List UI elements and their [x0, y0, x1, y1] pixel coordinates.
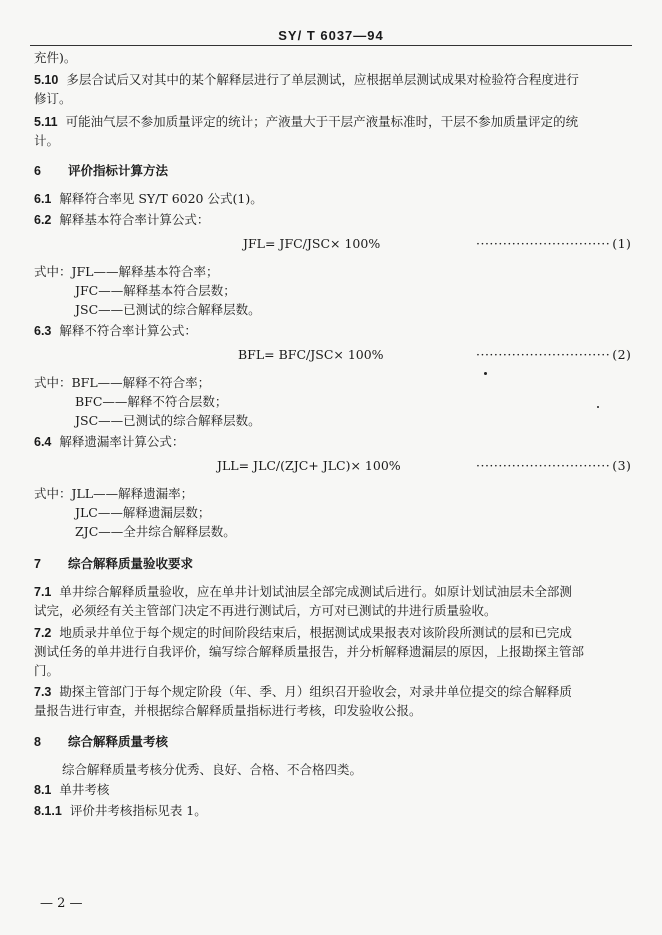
- definition-jsc-2: JSC——已测试的综合解释层数。: [75, 413, 261, 428]
- clause-number: 8.1: [34, 783, 52, 797]
- clause-number: 8.1.1: [34, 804, 62, 818]
- header-rule: [30, 45, 632, 46]
- formula-2: BFL= BFC/JSC× 100%: [238, 347, 384, 362]
- formula-1: JFL= JFC/JSC× 100%: [243, 236, 381, 251]
- section-7-heading: [34, 556, 193, 572]
- section-title: 综合解释质量验收要求: [68, 557, 194, 571]
- clause-text: 解释符合率见 SY/T 6020 公式(1)。: [59, 191, 263, 206]
- clause-7-1: [34, 584, 572, 600]
- clause-6-4: [34, 434, 184, 450]
- equation-number: (1): [612, 236, 632, 251]
- clause-number: 7.1: [34, 585, 52, 599]
- clause-text: 解释基本符合率计算公式：: [59, 212, 210, 227]
- section-number: 6: [34, 164, 41, 178]
- section-title: 评价指标计算方法: [68, 164, 169, 178]
- clause-7-2: [34, 625, 572, 641]
- clause-number: 5.10: [34, 73, 59, 87]
- clause-text: 地质录井单位于每个规定的时间阶段结束后，根据测试成果报表对该阶段所测试的层和已完成: [59, 625, 572, 640]
- clause-7-2-cont: 测试任务的单井进行自我评价，编写综合解释质量报告，并分析解释遗漏层的原因，上报勘探主管部: [34, 644, 585, 659]
- clause-text: 单井综合解释质量验收，应在单井计划试油层全部完成测试后进行。如原计划试油层未全部测: [59, 584, 572, 599]
- clause-number: 6.4: [34, 435, 52, 449]
- dot-leader: ······························: [476, 347, 611, 362]
- equation-number: (2): [612, 347, 632, 362]
- clause-8-1-1: [34, 803, 207, 819]
- definition-jfc: JFC——解释基本符合层数；: [75, 283, 236, 298]
- scan-speck: [597, 406, 599, 408]
- equation-number: (3): [612, 458, 632, 473]
- clause-text: 多层合试后又对其中的某个解释层进行了单层测试，应根据单层测试成果对检验符合程度进行: [66, 72, 579, 87]
- definition-bfl: 式中：BFL——解释不符合率；: [34, 375, 211, 390]
- dot-leader: ······························: [476, 458, 611, 473]
- continued-text: 充件)。: [34, 50, 77, 65]
- definition-zjc: ZJC——全井综合解释层数。: [75, 524, 236, 539]
- scan-speck: [484, 372, 487, 375]
- clause-6-3: [34, 323, 197, 339]
- section-8-intro: 综合解释质量考核分优秀、良好、合格、不合格四类。: [62, 762, 363, 777]
- clause-5-10-cont: 修订。: [34, 91, 72, 106]
- formula-3-leader: [476, 458, 631, 474]
- clause-7-3-cont: 量报告进行审查，并根据综合解释质量指标进行考核，印发验收公报。: [34, 703, 422, 718]
- clause-number: 7.3: [34, 685, 52, 699]
- dot-leader: ······························: [476, 236, 611, 251]
- clause-6-2: [34, 212, 209, 228]
- clause-number: 7.2: [34, 626, 52, 640]
- formula-2-leader: [476, 347, 631, 363]
- clause-text: 勘探主管部门于每个规定阶段（年、季、月）组织召开验收会，对录井单位提交的综合解释质: [59, 684, 572, 699]
- clause-7-3: [34, 684, 572, 700]
- section-number: 8: [34, 735, 41, 749]
- clause-text: 单井考核: [59, 782, 110, 797]
- clause-8-1: [34, 782, 109, 798]
- formula-1-leader: [476, 236, 631, 252]
- clause-number: 6.3: [34, 324, 52, 338]
- formula-3: JLL= JLC/(ZJC+ JLC)× 100%: [217, 458, 401, 473]
- definition-jsc: JSC——已测试的综合解释层数。: [75, 302, 261, 317]
- document-header: SY/ T 6037—94: [278, 28, 384, 43]
- clause-5-11-cont: 计。: [34, 133, 60, 148]
- clause-text: 解释遗漏率计算公式：: [59, 434, 185, 449]
- section-6-heading: [34, 163, 168, 179]
- definition-jlc: JLC——解释遗漏层数；: [75, 505, 211, 520]
- section-8-heading: [34, 734, 168, 750]
- clause-7-1-cont: 试完，必须经有关主管部门决定不再进行测试后，方可对已测试的井进行质量验收。: [34, 603, 497, 618]
- definition-bfc: BFC——解释不符合层数；: [75, 394, 228, 409]
- clause-6-1: [34, 191, 263, 207]
- clause-5-11: [34, 114, 578, 130]
- clause-number: 6.2: [34, 213, 52, 227]
- clause-text: 解释不符合率计算公式：: [59, 323, 197, 338]
- clause-text: 可能油气层不参加质量评定的统计；产液量大于干层产液量标准时，干层不参加质量评定的统: [65, 114, 579, 129]
- clause-number: 5.11: [34, 115, 58, 129]
- clause-number: 6.1: [34, 192, 52, 206]
- clause-5-10: [34, 72, 579, 88]
- clause-7-2-cont-2: 门。: [34, 663, 60, 678]
- definition-jfl: 式中：JFL——解释基本符合率；: [34, 264, 219, 279]
- section-number: 7: [34, 557, 41, 571]
- clause-text: 评价井考核指标见表 1。: [69, 803, 207, 818]
- definition-jll: 式中：JLL——解释遗漏率；: [34, 486, 194, 501]
- page-number: — 2 —: [40, 896, 83, 911]
- section-title: 综合解释质量考核: [68, 735, 169, 749]
